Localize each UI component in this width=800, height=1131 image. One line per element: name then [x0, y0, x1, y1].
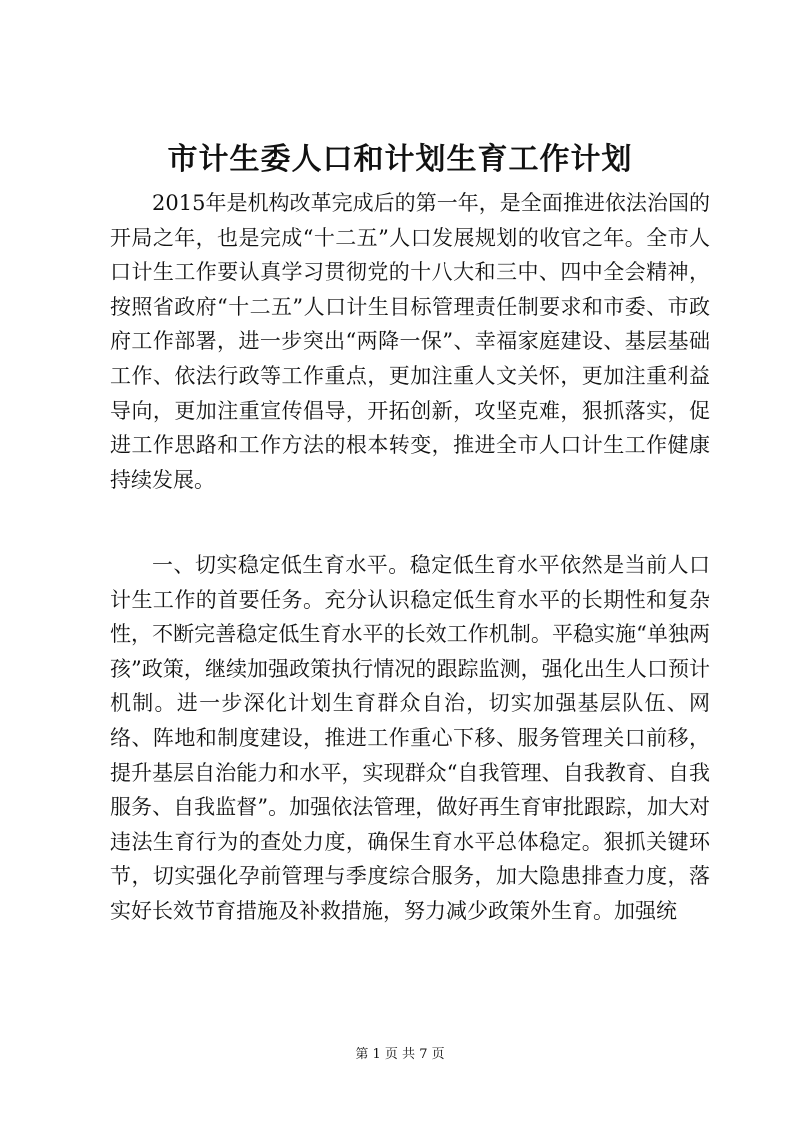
page-footer: 第 1 页 共 7 页 — [355, 1047, 445, 1062]
paragraph-section-1: 一、切实稳定低生育水平。稳定低生育水平依然是当前人口计生工作的首要任务。充分认识稳定低生育水平的长期性和复杂性，不断完善稳定低生育水平的长效工作机制。平稳实施“单独两孩”政策，继续加强政策执行情况的跟踪监测，强化出生人口预计机制。进一步深化计划生育群众自治，切实加强基层队伍、网络、阵地和制度建设，推进工作重心下移、服务管理关口前移，提升基层自治能力和水平，实现群众“自我管理、自我教育、自我服务、自我监督”。加强依法管理，做好再生育审批跟踪，加大对违法生育行为的查处力度，确保生育水平总体稳定。狠抓关键环节，切实强化孕前管理与季度综合服务，加大隐患排查力度，落实好长效节育措施及补救措施，努力减少政策外生育。加强统 — [110, 553, 710, 923]
document-title: 市计生委人口和计划生育工作计划 — [167, 142, 633, 177]
paragraph-intro: 2015年是机构改革完成后的第一年，是全面推进依法治国的开局之年，也是完成“十二五”人口发展规划的收官之年。全市人口计生工作要认真学习贯彻党的十八大和三中、四中全会精神，按照省政府“十二五”人口计生目标管理责任制要求和市委、市政府工作部署，进一步突出“两降一保”、幸福家庭建设、基层基础工作、依法行政等工作重点，更加注重人文关怀，更加注重利益导向，更加注重宣传倡导，开拓创新，攻坚克难，狠抓落实，促进工作思路和工作方法的根本转变，推进全市人口计生工作健康持续发展。 — [110, 191, 710, 492]
